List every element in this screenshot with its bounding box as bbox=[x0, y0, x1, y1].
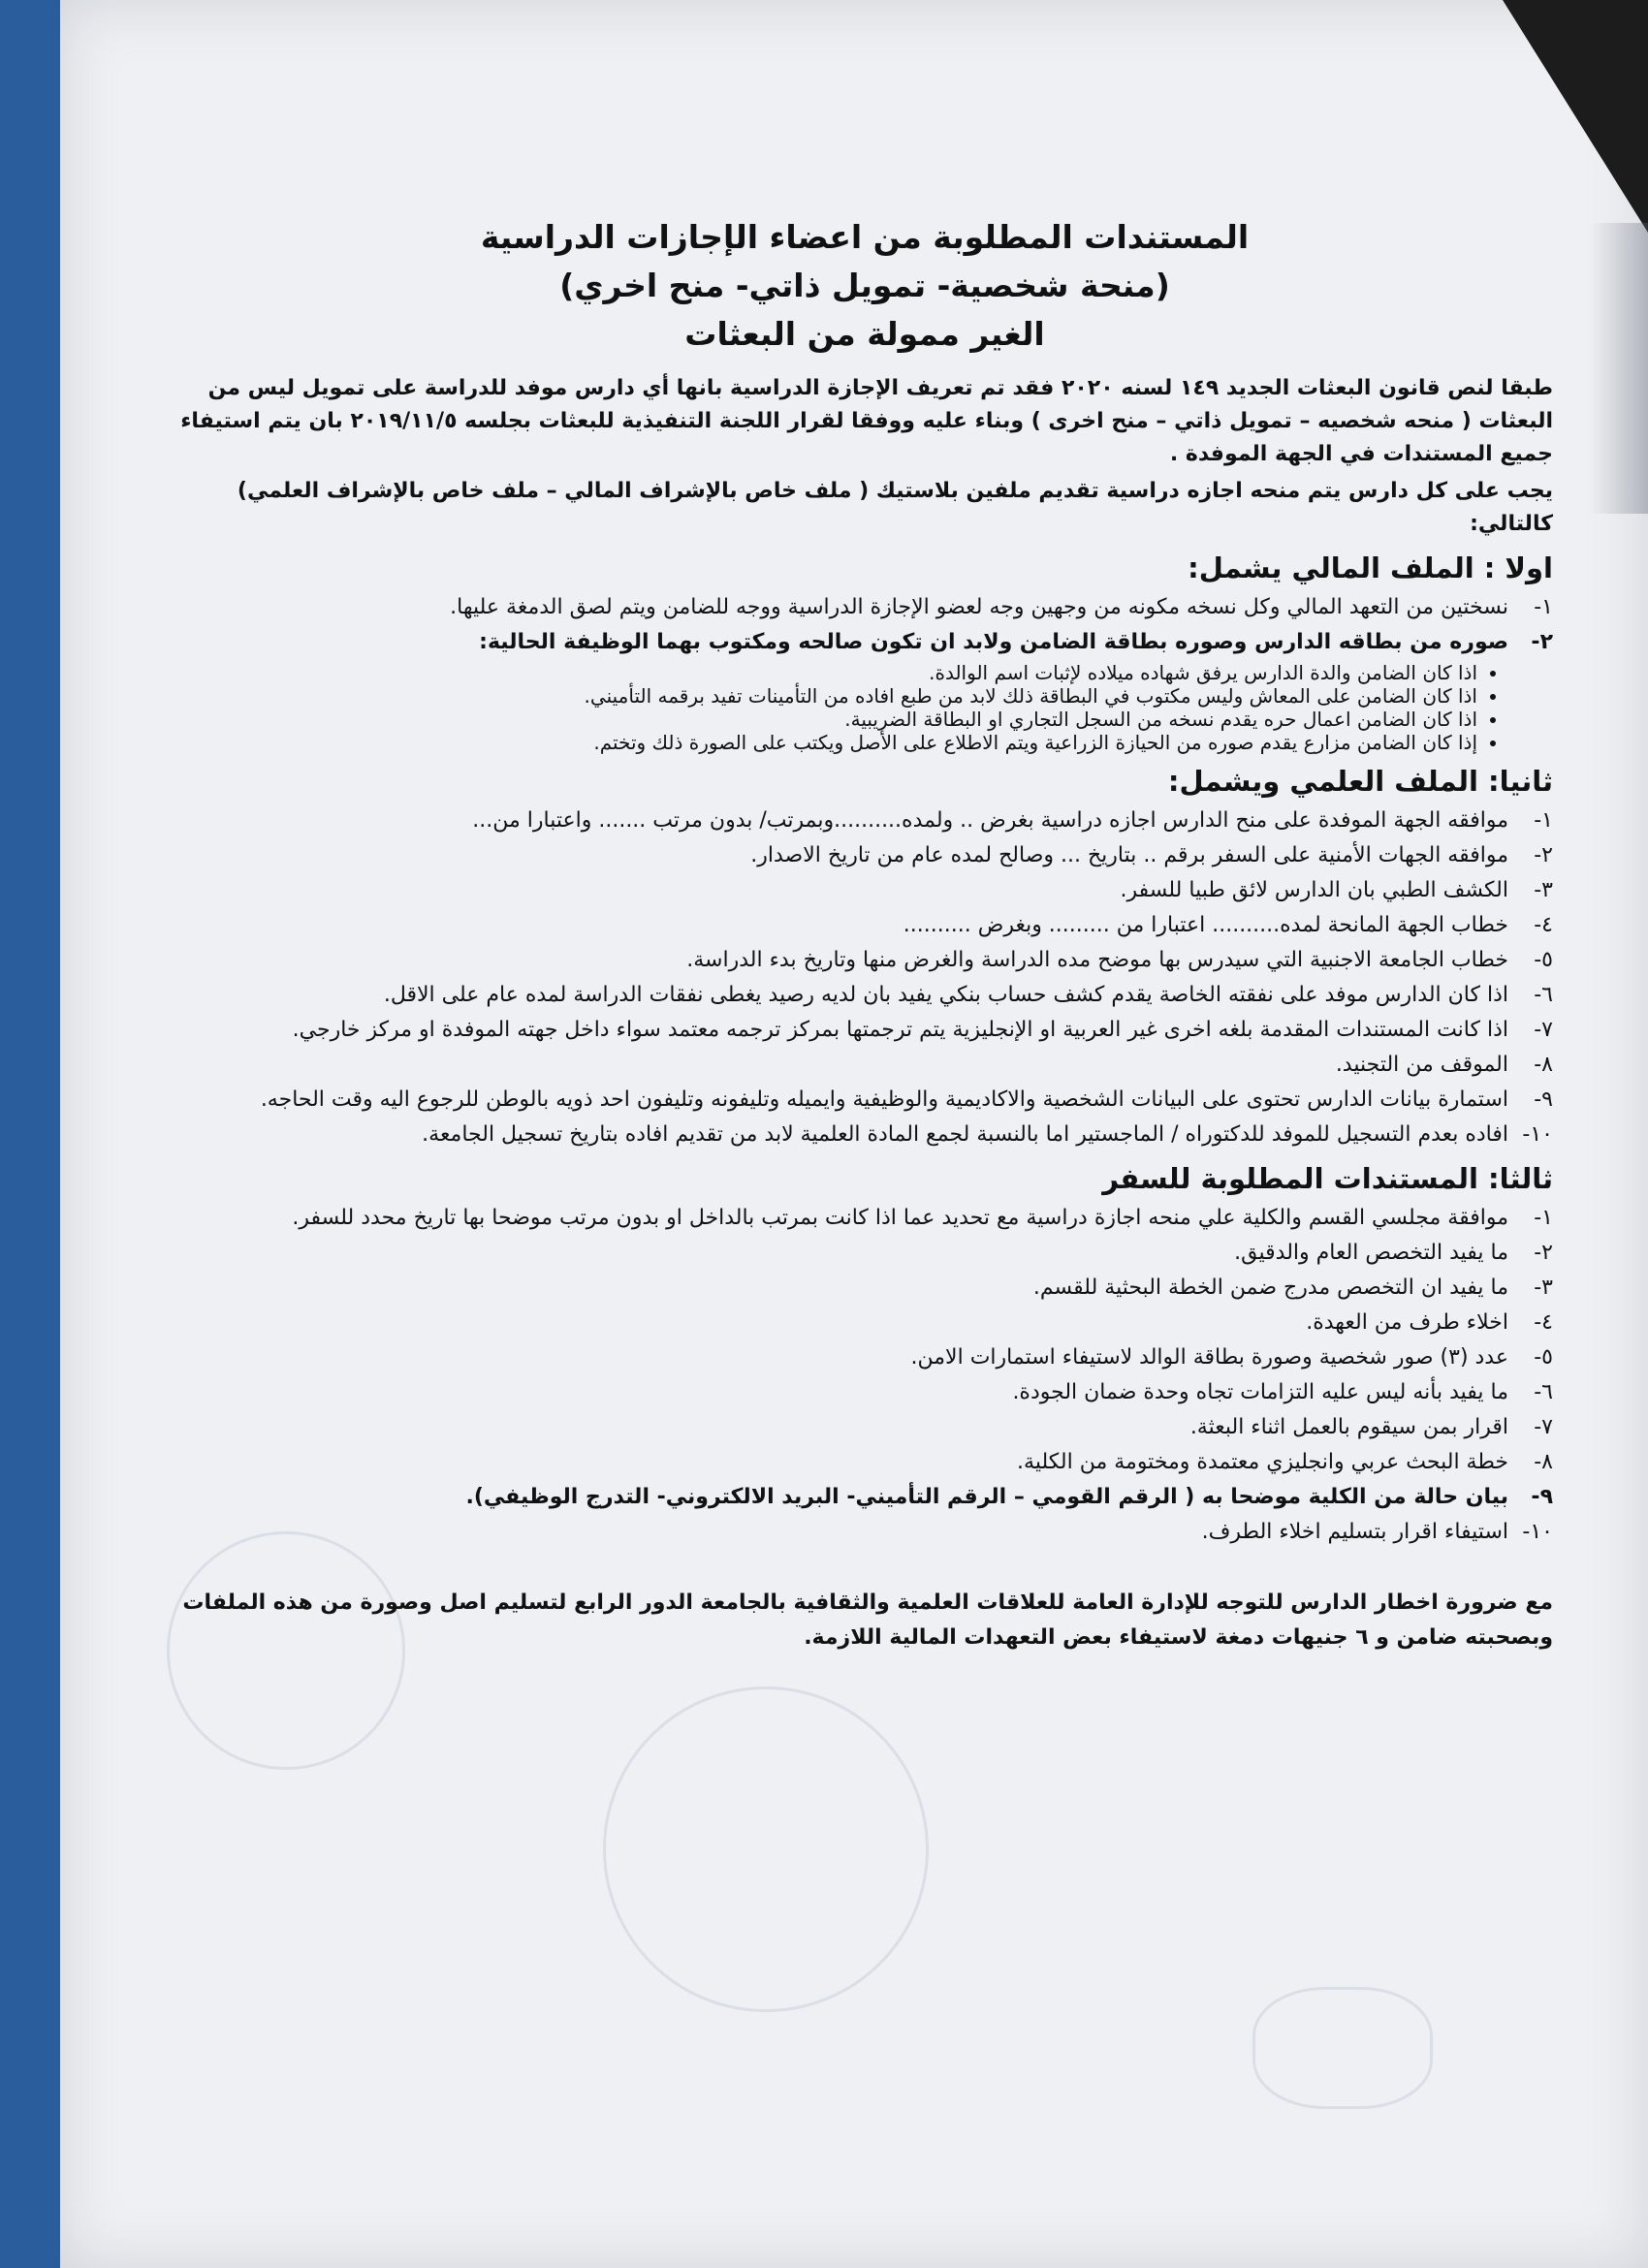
travel-list bbox=[176, 1202, 1553, 1549]
item-number: ٨- bbox=[1534, 1053, 1553, 1077]
item-number: ١٠- bbox=[1522, 1122, 1553, 1147]
item-number: ٧- bbox=[1534, 1018, 1553, 1042]
item-number: ٢- bbox=[1531, 630, 1553, 654]
item-number: ٤- bbox=[1534, 913, 1553, 937]
item-number: ١- bbox=[1534, 1206, 1553, 1230]
item-number: ٧- bbox=[1534, 1415, 1553, 1439]
item-text: صوره من بطاقه الدارس وصوره بطاقة الضامن ولابد ان تكون صالحه ومكتوب بهما الوظيفة الحالية: bbox=[479, 630, 1508, 654]
bullet-item: • إذا كان الضامن مزارع يقدم صوره من الحيازة الزراعية ويتم الاطلاع على الأصل ويكتب على الصورة ذلك وتختم. bbox=[176, 731, 1477, 754]
list-item bbox=[176, 591, 1553, 624]
financial-list bbox=[176, 591, 1553, 659]
list-item bbox=[176, 1237, 1553, 1270]
title-line-1: المستندات المطلوبة من اعضاء الإجازات الدراسية bbox=[480, 218, 1250, 256]
list-item bbox=[176, 1516, 1553, 1549]
list-item bbox=[176, 1084, 1553, 1117]
scientific-list bbox=[176, 804, 1553, 1151]
files-note: يجب على كل دارس يتم منحه اجازه دراسية تقديم ملفين بلاستيك ( ملف خاص بالإشراف المالي – ملف خاص بالإشراف العلمي) كالتالي: bbox=[237, 479, 1553, 536]
item-number: ٥- bbox=[1534, 948, 1553, 972]
item-number: ٩- bbox=[1531, 1485, 1553, 1509]
item-number: ٥- bbox=[1534, 1345, 1553, 1370]
closing-paragraph: مع ضرورة اخطار الدارس للتوجه للإدارة العامة للعلاقات العلمية والثقافية بالجامعة الدور الرابع لتسليم اصل وصورة من هذه الملفات وبصحبته ضامن و ٦ جنيهات دمغة لاستيفاء بعض التعهدات المالية اللازمة. bbox=[182, 1591, 1553, 1650]
list-item bbox=[176, 1411, 1553, 1444]
bullet-item: • اذا كان الضامن والدة الدارس يرفق شهاده ميلاده لإثبات اسم الوالدة. bbox=[176, 661, 1477, 684]
item-text: خطاب الجهة المانحة لمده.......... اعتبارا من ......... وبغرض .......... bbox=[903, 913, 1508, 937]
item-number: ١- bbox=[1534, 595, 1553, 619]
item-text: ما يفيد بأنه ليس عليه التزامات تجاه وحدة ضمان الجودة. bbox=[1012, 1380, 1508, 1404]
list-item bbox=[176, 626, 1553, 659]
bullet-item: • اذا كان الضامن اعمال حره يقدم نسخه من السجل التجاري او البطاقة الضريبية. bbox=[176, 708, 1477, 731]
item-number: ٤- bbox=[1534, 1310, 1553, 1335]
item-text: نسختين من التعهد المالي وكل نسخه مكونه من وجهين وجه لعضو الإجازة الدراسية ووجه للضامن ويتم لصق الدمغة عليها. bbox=[450, 595, 1508, 619]
bleed-through-stamp bbox=[1252, 1987, 1433, 2109]
document-body bbox=[176, 213, 1553, 1655]
list-item bbox=[176, 1481, 1553, 1514]
list-item bbox=[176, 1376, 1553, 1409]
item-text: استمارة بيانات الدارس تحتوى على البيانات الشخصية والاكاديمية والوظيفية وايميله وتليفونه وتليفون احد ذويه بالوطن للرجوع اليه وقت الحاجه. bbox=[260, 1087, 1508, 1112]
list-item bbox=[176, 839, 1553, 872]
item-number: ٣- bbox=[1534, 1276, 1553, 1300]
section-travel-heading: ثالثا: المستندات المطلوبة للسفر bbox=[1102, 1162, 1553, 1195]
intro-paragraph: طبقا لنص قانون البعثات الجديد ١٤٩ لسنه ٢٠٢٠ فقد تم تعريف الإجازة الدراسية بانها أي دارس موفد للدراسة على تمويل ليس من البعثات ( منحه شخصيه – تمويل ذاتي – منح اخرى ) وبناء عليه ووفقا لقرار اللجنة التنفيذية للبعثات بجلسه ٢٠١٩/١١/٥ بان يتم استيفاء جميع المستندات في الجهة الموفدة . bbox=[180, 376, 1553, 466]
item-text: موافقة مجلسي القسم والكلية علي منحه اجازة دراسية مع تحديد عما اذا كانت بمرتب بالداخل او بدون مرتب موضحا بها تاريخ محدد للسفر. bbox=[292, 1206, 1508, 1230]
bleed-through-stamp bbox=[603, 1686, 929, 2012]
list-item bbox=[176, 1049, 1553, 1082]
fold-shadow bbox=[1590, 223, 1648, 514]
item-text: افاده بعدم التسجيل للموفد للدكتوراه / الماجستير اما بالنسبة لجمع المادة العلمية لابد من تقديم افاده بتاريخ تسجيل الجامعة. bbox=[422, 1122, 1508, 1147]
scanned-page bbox=[60, 0, 1648, 2268]
item-number: ٢- bbox=[1534, 843, 1553, 867]
list-item bbox=[176, 1446, 1553, 1479]
item-number: ٦- bbox=[1534, 983, 1553, 1007]
item-text: استيفاء اقرار بتسليم اخلاء الطرف. bbox=[1201, 1520, 1508, 1544]
item-number: ١٠- bbox=[1522, 1520, 1553, 1544]
guarantor-conditions-list bbox=[176, 661, 1553, 754]
title-line-2: (منحة شخصية- تمويل ذاتي- منح اخري) bbox=[559, 267, 1170, 304]
list-item bbox=[176, 909, 1553, 942]
list-item bbox=[176, 1202, 1553, 1235]
item-text: اخلاء طرف من العهدة. bbox=[1306, 1310, 1508, 1335]
list-item bbox=[176, 804, 1553, 837]
item-number: ٦- bbox=[1534, 1380, 1553, 1404]
item-number: ٨- bbox=[1534, 1450, 1553, 1474]
folded-corner bbox=[1503, 0, 1648, 233]
list-item bbox=[176, 1272, 1553, 1305]
title-line-3: الغير ممولة من البعثات bbox=[684, 315, 1045, 353]
item-text: اقرار بمن سيقوم بالعمل اثناء البعثة. bbox=[1189, 1415, 1508, 1439]
item-text: الكشف الطبي بان الدارس لائق طبيا للسفر. bbox=[1120, 878, 1508, 902]
item-text: اذا كان الدارس موفد على نفقته الخاصة يقدم كشف حساب بنكي يفيد بان لديه رصيد يغطى نفقات الدراسة لمده عام على الاقل. bbox=[383, 983, 1508, 1007]
section-financial-heading: اولا : الملف المالي يشمل: bbox=[1188, 551, 1553, 584]
list-item bbox=[176, 944, 1553, 977]
list-item bbox=[176, 1014, 1553, 1047]
item-text: ما يفيد ان التخصص مدرج ضمن الخطة البحثية للقسم. bbox=[1032, 1276, 1508, 1300]
item-number: ٢- bbox=[1534, 1241, 1553, 1265]
item-text: خطاب الجامعة الاجنبية التي سيدرس بها موضح مده الدراسة والغرض منها وتاريخ بدء الدراسة. bbox=[686, 948, 1508, 972]
list-item bbox=[176, 1118, 1553, 1151]
item-text: موافقه الجهات الأمنية على السفر برقم .. بتاريخ ... وصالح لمده عام من تاريخ الاصدار. bbox=[750, 843, 1508, 867]
list-item bbox=[176, 874, 1553, 907]
item-number: ٩- bbox=[1534, 1087, 1553, 1112]
item-text: موافقه الجهة الموفدة على منح الدارس اجازه دراسية بغرض .. ولمده..........وبمرتب/ بدون مرتب ....... واعتبارا من... bbox=[472, 808, 1508, 833]
list-item bbox=[176, 1341, 1553, 1374]
item-text: ما يفيد التخصص العام والدقيق. bbox=[1234, 1241, 1508, 1265]
bullet-item: • اذا كان الضامن على المعاش وليس مكتوب في البطاقة ذلك لابد من طبع افاده من التأمينات تفيد برقمه التأميني. bbox=[176, 684, 1477, 708]
item-number: ٣- bbox=[1534, 878, 1553, 902]
list-item bbox=[176, 1307, 1553, 1339]
item-text: عدد (٣) صور شخصية وصورة بطاقة الوالد لاستيفاء استمارات الامن. bbox=[910, 1345, 1508, 1370]
item-text: الموقف من التجنيد. bbox=[1335, 1053, 1508, 1077]
list-item bbox=[176, 979, 1553, 1012]
item-text: اذا كانت المستندات المقدمة بلغه اخرى غير العربية او الإنجليزية يتم ترجمتها بمركز ترجمه معتمد سواء داخل جهته الموفدة او مركز خارجي. bbox=[292, 1018, 1508, 1042]
item-text: خطة البحث عربي وانجليزي معتمدة ومختومة من الكلية. bbox=[1017, 1450, 1508, 1474]
item-number: ١- bbox=[1534, 808, 1553, 833]
item-text: بيان حالة من الكلية موضحا به ( الرقم القومي – الرقم التأميني- البريد الالكتروني- التدرج الوظيفي). bbox=[465, 1485, 1508, 1509]
section-scientific-heading: ثانيا: الملف العلمي ويشمل: bbox=[1167, 765, 1553, 798]
